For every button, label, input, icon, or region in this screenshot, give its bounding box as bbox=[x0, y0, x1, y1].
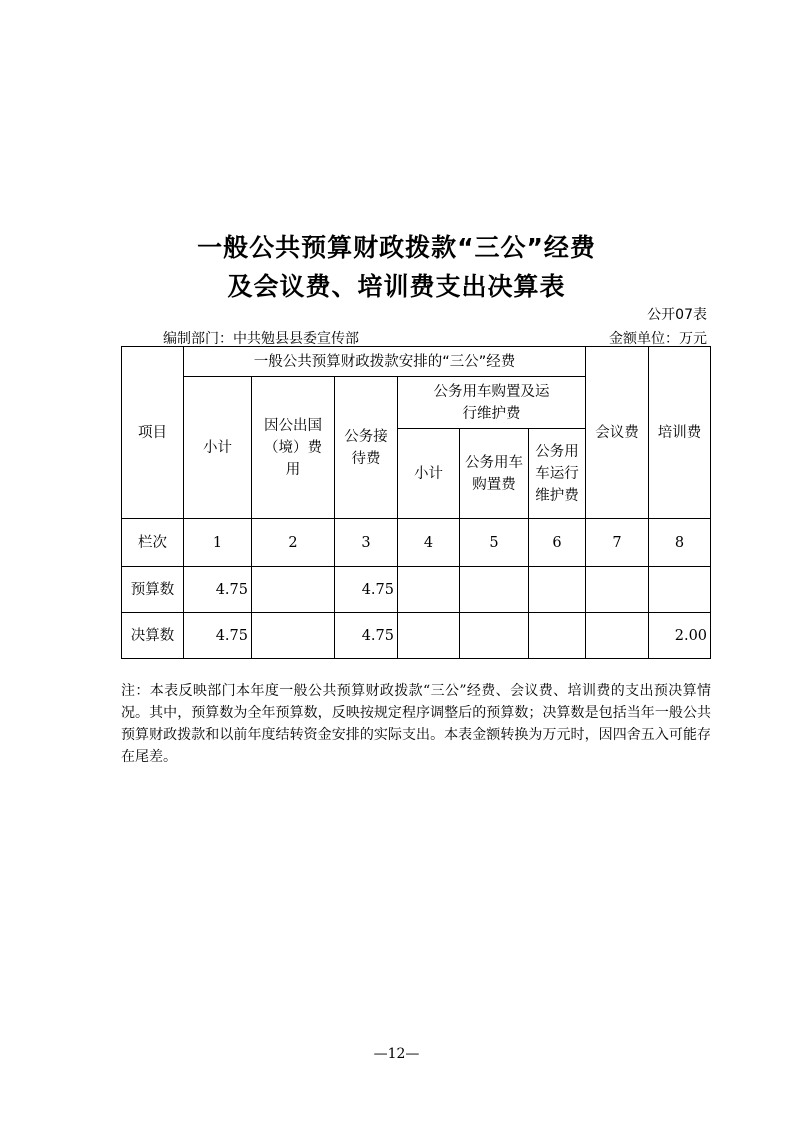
abroad-header: 因公出国（境）费用 bbox=[252, 377, 335, 519]
table-cell bbox=[586, 613, 649, 659]
vehicle-subtotal-header: 小计 bbox=[398, 429, 460, 519]
subtotal-header: 小计 bbox=[184, 377, 252, 519]
table-cell bbox=[460, 613, 529, 659]
page-number: —12— bbox=[373, 1046, 420, 1062]
meeting-header: 会议费 bbox=[586, 347, 649, 519]
actual-row-label: 决算数 bbox=[122, 613, 184, 659]
unit-label: 金额单位：万元 bbox=[609, 331, 707, 347]
item-header: 项目 bbox=[122, 347, 184, 519]
table-cell: 2.00 bbox=[649, 613, 711, 659]
vehicle-purchase-header: 公务用车购置费 bbox=[460, 429, 529, 519]
column-number: 4 bbox=[398, 519, 460, 567]
training-header: 培训费 bbox=[649, 347, 711, 519]
table-cell bbox=[252, 613, 335, 659]
column-number: 5 bbox=[460, 519, 529, 567]
table-cell bbox=[529, 613, 586, 659]
column-number: 2 bbox=[252, 519, 335, 567]
column-number-label: 栏次 bbox=[122, 519, 184, 567]
column-number: 6 bbox=[529, 519, 586, 567]
column-number: 8 bbox=[649, 519, 711, 567]
table-cell bbox=[586, 567, 649, 613]
table-cell bbox=[398, 567, 460, 613]
vehicle-group-header: 公务用车购置及运行维护费 bbox=[398, 377, 586, 429]
table-note: 注：本表反映部门本年度一般公共预算财政拨款“三公”经费、会议费、培训费的支出预决算情况。其中，预算数为全年预算数，反映按规定程序调整后的预算数；决算数是包括当年一般公共预算财政拨款和以前年度结转资金安排的实际支出。本表金额转换为万元时，因四舍五入可能存在尾差。 bbox=[121, 683, 711, 765]
expense-table bbox=[121, 346, 711, 659]
table-cell bbox=[529, 567, 586, 613]
table-cell: 4.75 bbox=[184, 567, 252, 613]
column-number: 7 bbox=[586, 519, 649, 567]
table-cell: 4.75 bbox=[335, 613, 398, 659]
budget-row-label: 预算数 bbox=[122, 567, 184, 613]
column-number: 1 bbox=[184, 519, 252, 567]
table-cell bbox=[398, 613, 460, 659]
table-row bbox=[122, 613, 711, 659]
table-row bbox=[122, 567, 711, 613]
column-number: 3 bbox=[335, 519, 398, 567]
title-line-2: 及会议费、培训费支出决算表 bbox=[227, 272, 566, 301]
table-cell bbox=[649, 567, 711, 613]
table-cell bbox=[460, 567, 529, 613]
vehicle-operation-header: 公务用车运行维护费 bbox=[529, 429, 586, 519]
reception-header: 公务接待费 bbox=[335, 377, 398, 519]
table-cell bbox=[252, 567, 335, 613]
department-label: 编制部门：中共勉县县委宣传部 bbox=[163, 331, 359, 347]
table-cell: 4.75 bbox=[184, 613, 252, 659]
title-line-1: 一般公共预算财政拨款“三公”经费 bbox=[197, 233, 596, 262]
form-number: 公开07表 bbox=[647, 307, 707, 323]
three-public-group-header: 一般公共预算财政拨款安排的“三公”经费 bbox=[184, 347, 586, 377]
table-cell: 4.75 bbox=[335, 567, 398, 613]
